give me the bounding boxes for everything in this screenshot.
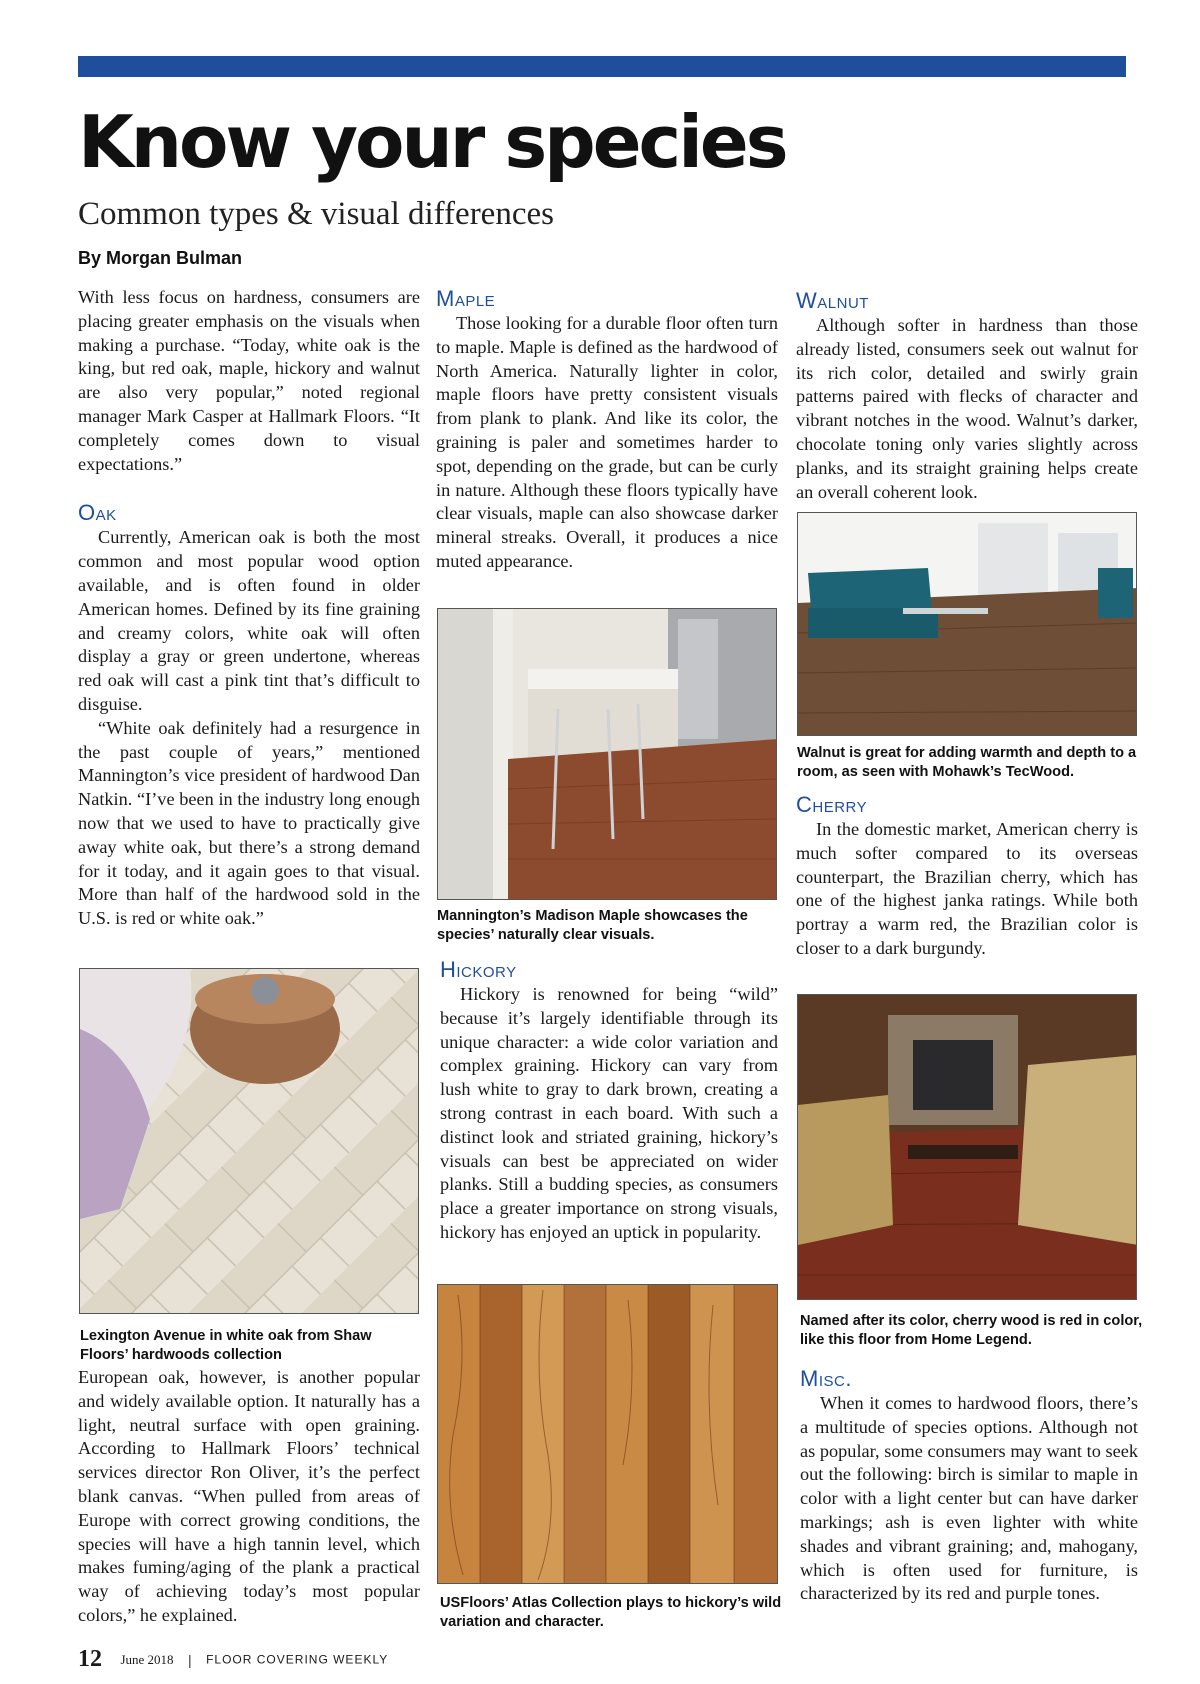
- white-oak-floor-illustration: [80, 969, 419, 1314]
- intro-paragraph: With less focus on hardness, consumers are placing greater emphasis on the visuals when making a purchase. “Today, white oak is the king, but red oak, maple, hickory and walnut are also very popular,” noted regional manager Mark Casper at Hallmark Floors. “It completely comes down to visual expectations.”: [78, 287, 420, 474]
- cherry-heading: Cherry: [796, 792, 868, 817]
- cherry-caption: Named after its color, cherry wood is red in color, like this floor from Home Legend.: [800, 1313, 1143, 1348]
- hickory-photo: [437, 1284, 778, 1584]
- column-3-middle: [796, 792, 1138, 961]
- page-number: 12: [78, 1646, 102, 1672]
- walnut-heading: Walnut: [796, 288, 869, 313]
- maple-caption: Mannington’s Madison Maple showcases the species’ naturally clear visuals.: [437, 908, 748, 943]
- misc-heading: Misc.: [800, 1366, 852, 1391]
- column-2-middle: [440, 957, 778, 1245]
- maple-kitchen-illustration: [438, 609, 777, 900]
- column-3-bottom: [800, 1366, 1138, 1606]
- walnut-livingroom-illustration: [798, 513, 1137, 736]
- publication-name: FLOOR COVERING WEEKLY: [206, 1652, 389, 1667]
- column-1-top: [78, 286, 420, 931]
- cherry-photo: [797, 994, 1137, 1300]
- oak-heading: Oak: [78, 500, 117, 526]
- article-subtitle: Common types & visual differences: [78, 196, 554, 232]
- maple-paragraph: Those looking for a durable floor often turn to maple. Maple is defined as the hardwood of North America. Naturally lighter in color, maple floors have pretty consistent visuals from plank to plank. And like its color, the graining is paler and sometimes harder to spot, depending on the grade, but can be curly in nature. Although these floors typically have clear visuals, maple can also showcase darker mineral streaks. Overall, it produces a nice muted appearance.: [436, 313, 778, 571]
- cherry-paragraph: In the domestic market, American cherry is much softer compared to its overseas counterpart, the Brazilian cherry, which has one of the highest janka ratings. While both portray a warm red, the Brazilian color is closer to a dark burgundy.: [796, 819, 1138, 958]
- cherry-room-illustration: [798, 995, 1137, 1300]
- byline: By Morgan Bulman: [78, 248, 243, 268]
- white-oak-caption: Lexington Avenue in white oak from Shaw Floors’ hardwoods collection: [80, 1328, 372, 1363]
- misc-paragraph: When it comes to hardwood floors, there’s a multitude of species options. Although not as popular, some consumers may want to seek out the following: birch is similar to maple in color with a light center but can have darker markings; ash is even lighter with white shades and vibrant graining; and, mahogany, which is often used for furniture, is characterized by its red and purple tones.: [800, 1393, 1138, 1604]
- maple-photo: [437, 608, 777, 900]
- hickory-paragraph: Hickory is renowned for being “wild” because it’s largely identifiable through its unique character: a wide color variation and complex graining. Hickory can vary from lush white to gray to dark brown, creating a strong contrast in each board. With such a distinct look and striated graining, hickory’s visuals can best be appreciated on wider planks. Still a budding species, as consumers place a greater importance on strong visuals, hickory has enjoyed an uptick in popularity.: [440, 984, 778, 1242]
- walnut-paragraph: Although softer in hardness than those already listed, consumers seek out walnut for its rich color, detailed and swirly grain patterns paired with flecks of character and vibrant notches in the wood. Walnut’s darker, chocolate toning only varies slightly across planks, and its straight graining helps create an overall coherent look.: [796, 315, 1138, 502]
- hickory-caption: USFloors’ Atlas Collection plays to hickory’s wild variation and character.: [440, 1595, 782, 1630]
- column-2-top: [436, 286, 778, 574]
- column-1-bottom: [78, 1366, 420, 1628]
- article-title: Know your species: [78, 100, 786, 184]
- maple-heading: Maple: [436, 286, 496, 311]
- walnut-caption: Walnut is great for adding warmth and depth to a room, as seen with Mohawk’s TecWood.: [797, 745, 1137, 780]
- oak-paragraph-2: “White oak definitely had a resurgence in the past couple of years,” mentioned Mannington’s vice president of hardwood Dan Natkin. “I’ve been in the industry long enough now that we used to have to practically give away white oak, but there’s a strong demand for it today, and it again goes to that visual. More than half of the hardwood sold in the U.S. is red or white oak.”: [78, 717, 420, 929]
- oak-paragraph-1: Currently, American oak is both the most common and most popular wood option available, and is often found in older American homes. Defined by its fine graining and creamy colors, white oak will often display a gray or green undertone, whereas red oak will cast a pink tint that’s difficult to disguise.: [78, 527, 420, 714]
- walnut-photo: [797, 512, 1137, 736]
- hickory-planks-illustration: [438, 1285, 778, 1584]
- oak-paragraph-3: European oak, however, is another popular and widely available option. It naturally has a light, neutral surface with open graining. According to Hallmark Floors’ technical services director Ron Oliver, it’s the perfect blank canvas. “When pulled from areas of Europe with correct growing conditions, the species will have a high tannin level, which makes fuming/aging of the plank a practical way of achieving today’s most popular colors,” he explained.: [78, 1367, 420, 1625]
- hickory-heading: Hickory: [440, 957, 517, 982]
- page-footer: [78, 1646, 388, 1673]
- issue-date: June 2018: [120, 1651, 174, 1667]
- footer-separator: |: [188, 1651, 192, 1668]
- white-oak-photo: [79, 968, 419, 1314]
- top-accent-bar: [78, 56, 1126, 77]
- column-3-top: [796, 288, 1138, 504]
